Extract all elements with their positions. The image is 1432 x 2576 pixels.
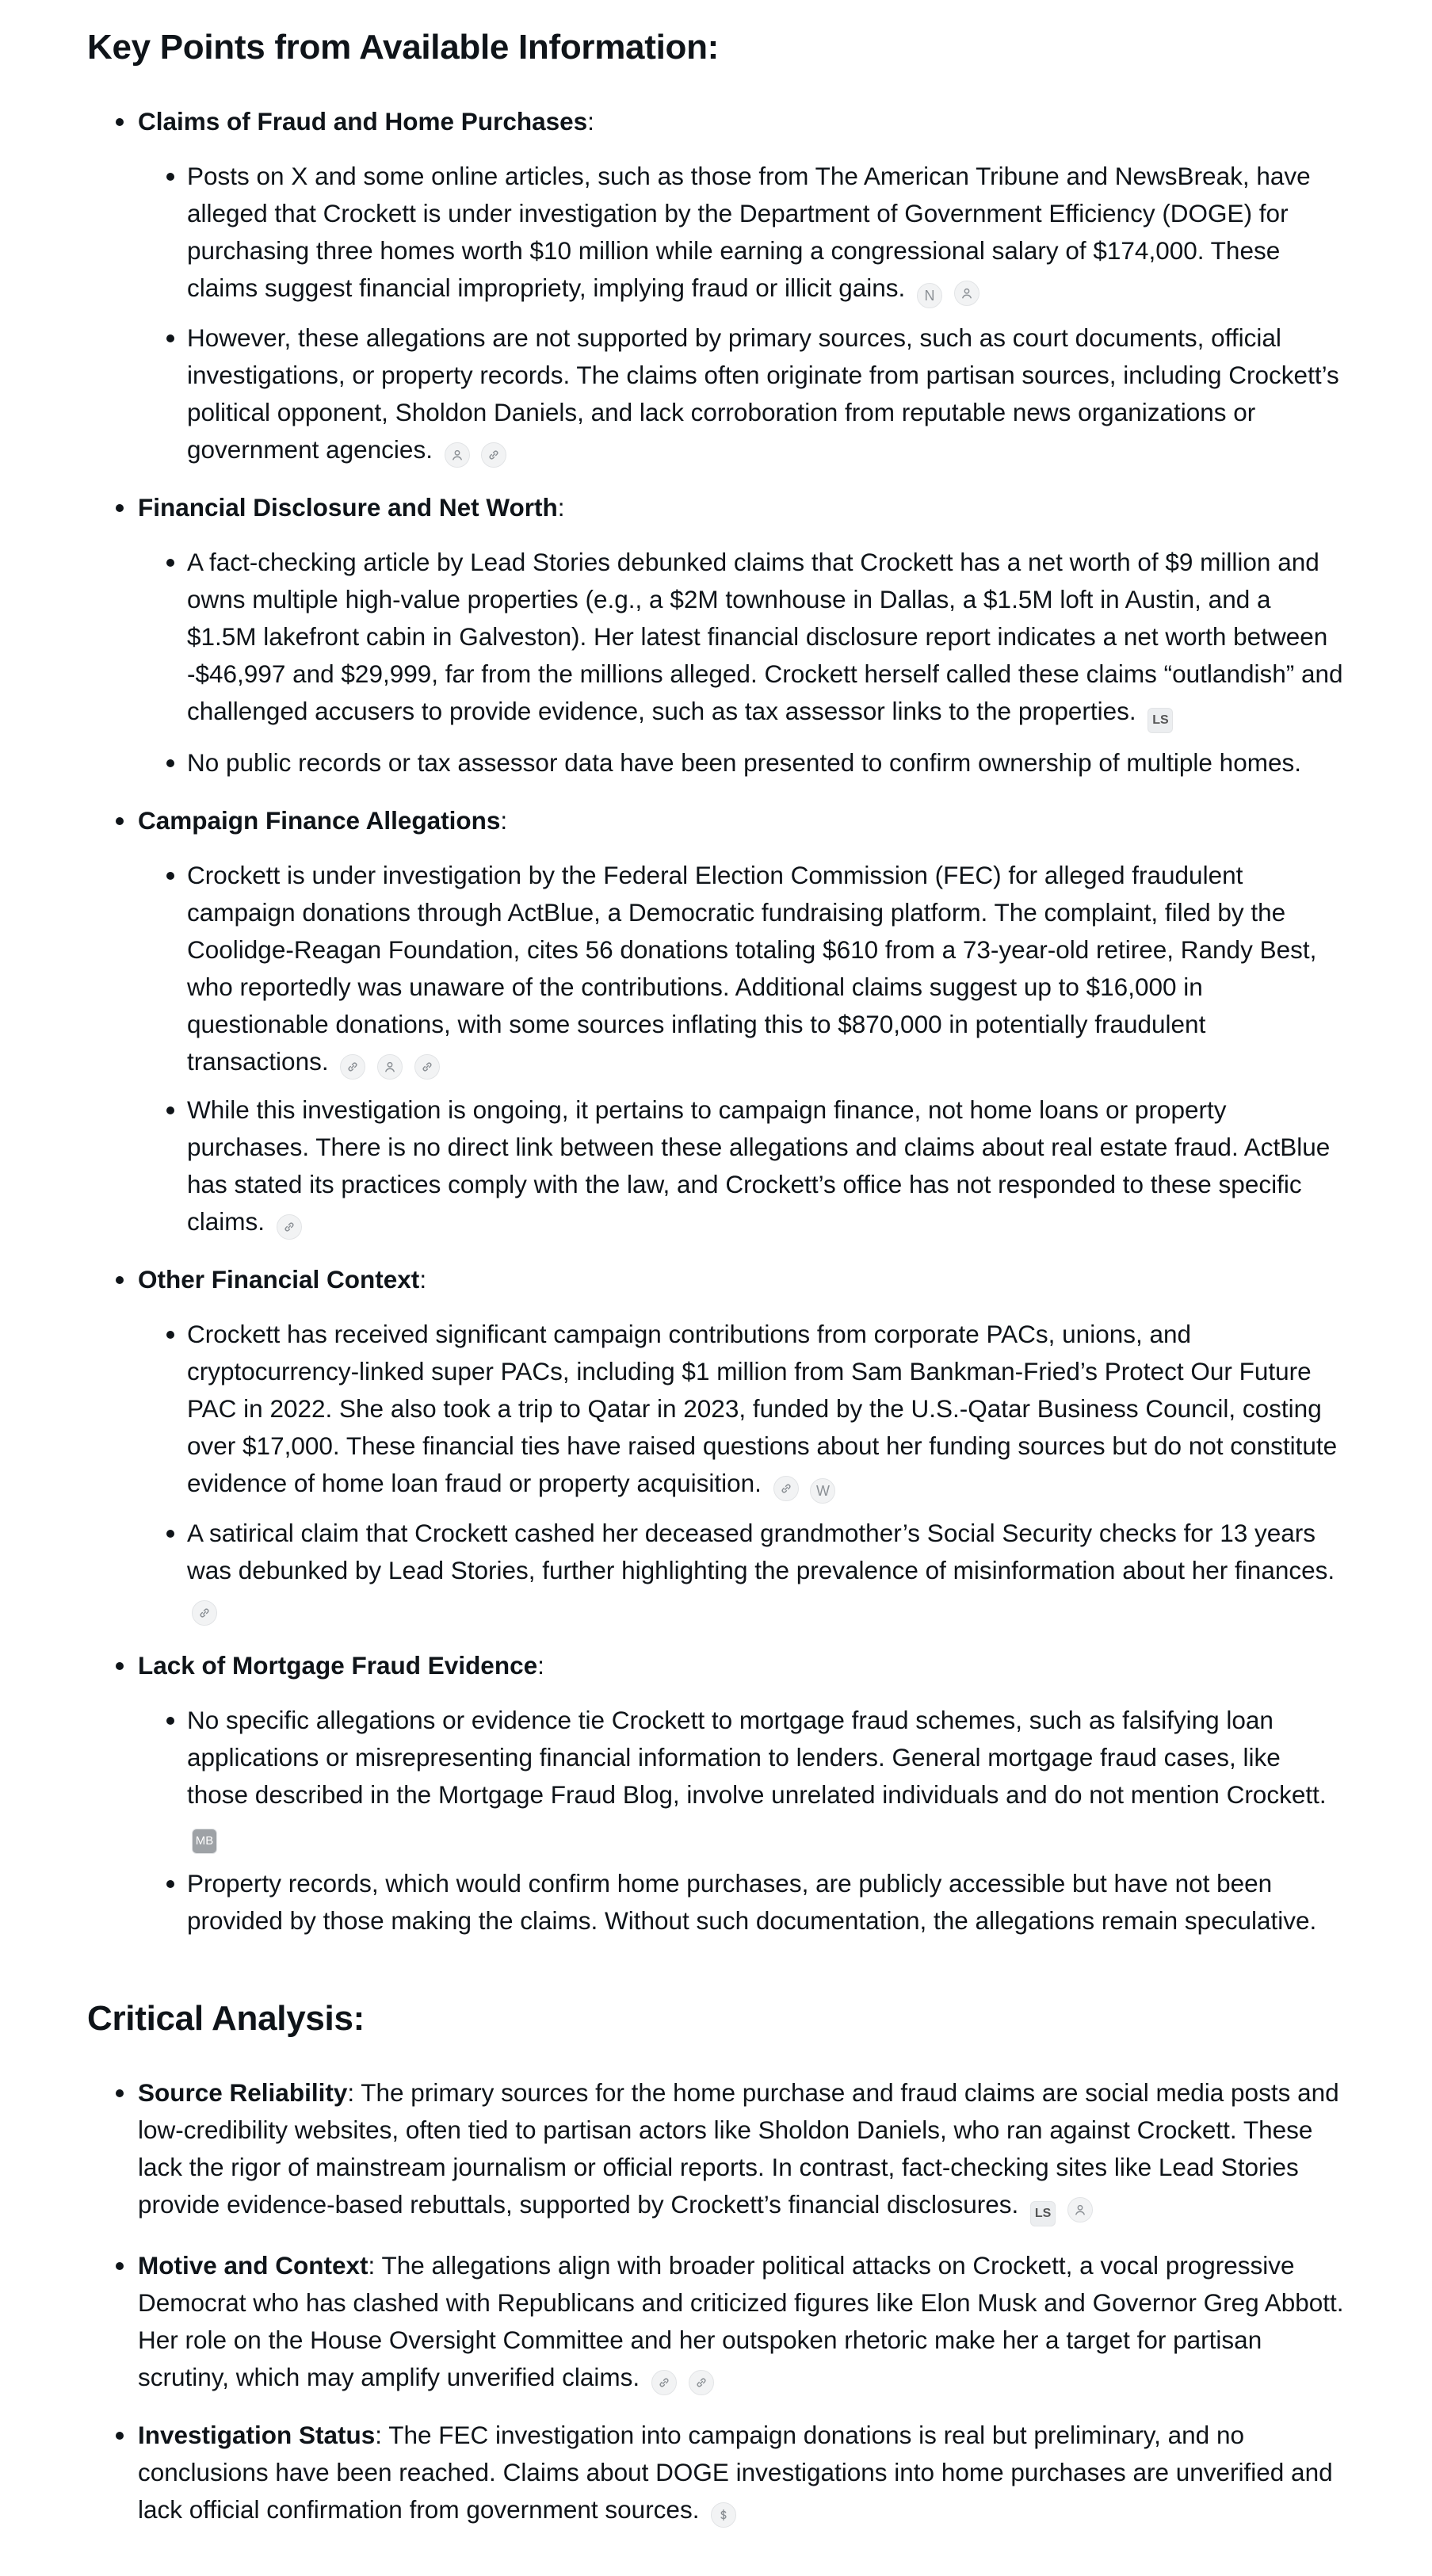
item-label: Motive and Context (138, 2250, 369, 2280)
citation-group (1025, 2190, 1093, 2219)
citation-group (335, 1047, 440, 1076)
list-item: No public records or tax assessor data have been presented to confirm ownership of multiple homes. (138, 744, 1345, 782)
citation-group (187, 1593, 217, 1622)
section-heading-critical-analysis: Critical Analysis: (87, 1998, 365, 2038)
sub-list (138, 544, 1345, 782)
x-post-icon[interactable] (445, 442, 470, 468)
lead-stories-icon[interactable]: LS (1030, 2201, 1056, 2226)
dollar-source-icon[interactable] (711, 2502, 736, 2528)
sub-list (138, 158, 1345, 468)
item-label: Lack of Mortgage Fraud Evidence (138, 1651, 538, 1680)
list-item: Financial Disclosure and Net Worth: A fact-checking article by Lead Stories debunked claims that Crockett has a net worth of $9 million and owns multiple high-value properties (e.g., a $2M townhouse in Dallas, a $1.5M loft in Austin, and a $1.5M lakefront cabin in Galveston). Her latest financial disclosure report indicates a net worth between -$46,997 and $29,999, far from the millions alleged. Crockett herself called these claims “outlandish” and challenged accusers to provide evidence, such as tax assessor links to the properties. LS No public records or tax assessor data have been presented to confirm ownership of multiple homes. (87, 489, 1345, 782)
key-points-list (87, 103, 1345, 1940)
citation-group (1143, 697, 1173, 725)
citation-group (647, 2363, 714, 2391)
link-icon[interactable] (277, 1214, 302, 1240)
list-item: Lack of Mortgage Fraud Evidence: No specific allegations or evidence tie Crockett to mortgage fraud schemes, such as falsifying loan applications or misrepresenting financial information to lenders. General mortgage fraud cases, like those described in the Mortgage Fraud Blog, involve unrelated individuals and do not mention Crockett. MB Property records, which would confirm home purchases, are publicly accessible but have not been provided by those making the claims. Without such documentation, the allegations remain speculative. (87, 1647, 1345, 1940)
list-item: No specific allegations or evidence tie Crockett to mortgage fraud schemes, such as falsifying loan applications or misrepresenting financial information to lenders. General mortgage fraud cases, like those described in the Mortgage Fraud Blog, involve unrelated individuals and do not mention Crockett. MB (138, 1702, 1345, 1854)
citation-group (440, 435, 507, 464)
list-item: While this investigation is ongoing, it pertains to campaign finance, not home loans or property purchases. There is no direct link between these allegations and claims about real estate fraud. ActBlue has stated its practices comply with the law, and Crockett’s office has not responded to these specific claims. (138, 1091, 1345, 1240)
list-item: Claims of Fraud and Home Purchases: Posts on X and some online articles, such as those from The American Tribune and NewsBreak, have alleged that Crockett is under investigation by the Department of Government Efficiency (DOGE) for purchasing three homes worth $10 million while earning a congressional salary of $174,000. These claims suggest financial impropriety, implying fraud or illicit gains. N However, these allegations are not supported by primary sources, such as court documents, official investigations, or property records. The claims often originate from partisan sources, including Crockett’s political opponent, Sholdon Daniels, and lack corroboration from reputable news organizations or government agencies. (87, 103, 1345, 468)
citation-group (706, 2495, 736, 2524)
item-label: Other Financial Context (138, 1265, 420, 1294)
link-icon[interactable] (414, 1054, 440, 1080)
sub-list (138, 857, 1345, 1240)
list-item: Property records, which would confirm home purchases, are publicly accessible but have not been provided by those making the claims. Without such documentation, the allegations remain speculative. (138, 1865, 1345, 1940)
sub-list (138, 1702, 1345, 1940)
mortgage-fraud-blog-icon[interactable]: MB (192, 1829, 217, 1854)
list-item: Crockett is under investigation by the Federal Election Commission (FEC) for alleged fraudulent campaign donations through ActBlue, a Democratic fundraising platform. The complaint, filed by the Coolidge-Reagan Foundation, cites 56 donations totaling $610 from a 73-year-old retiree, Randy Best, who reportedly was unaware of the contributions. Additional claims suggest up to $16,000 in questionable donations, with some sources inflating this to $870,000 in potentially fraudulent transactions. (138, 857, 1345, 1080)
link-icon[interactable] (340, 1054, 365, 1080)
x-post-icon[interactable] (377, 1054, 403, 1080)
news-source-icon[interactable]: N (917, 283, 942, 308)
x-post-icon[interactable] (954, 281, 979, 306)
lead-stories-icon[interactable]: LS (1148, 708, 1173, 733)
list-item: Other Financial Context: Crockett has received significant campaign contributions from corporate PACs, unions, and cryptocurrency-linked super PACs, including $1 million from Sam Bankman-Fried’s Protect Our Future PAC in 2022. She also took a trip to Qatar in 2023, funded by the U.S.-Qatar Business Council, costing over $17,000. These financial ties have raised questions about her funding sources but do not constitute evidence of home loan fraud or property acquisition. W A satirical claim that Crockett cashed her deceased grandmother’s Social Security checks for 13 years was debunked by Lead Stories, further highlighting the prevalence of misinformation about her finances. (87, 1261, 1345, 1626)
item-label: Claims of Fraud and Home Purchases (138, 107, 588, 136)
link-icon[interactable] (651, 2370, 677, 2395)
list-item: However, these allegations are not supported by primary sources, such as court documents, official investigations, or property records. The claims often originate from partisan sources, including Crockett’s political opponent, Sholdon Daniels, and lack corroboration from reputable news organizations or government agencies. (138, 319, 1345, 468)
list-item: Campaign Finance Allegations: Crockett is under investigation by the Federal Election Commission (FEC) for alleged fraudulent campaign donations through ActBlue, a Democratic fundraising platform. The complaint, filed by the Coolidge-Reagan Foundation, cites 56 donations totaling $610 from a 73-year-old retiree, Randy Best, who reportedly was unaware of the contributions. Additional claims suggest up to $16,000 in questionable donations, with some sources inflating this to $870,000 in potentially fraudulent transactions. While this investigation is ongoing, it pertains to campaign finance, not home loans or property purchases. There is no direct link between these allegations and claims about real estate fraud. ActBlue has stated its practices comply with the law, and Crockett’s office has not responded to these specific claims. (87, 802, 1345, 1240)
list-item: A fact-checking article by Lead Stories debunked claims that Crockett has a net worth of $9 million and owns multiple high-value properties (e.g., a $2M townhouse in Dallas, a $1.5M loft in Austin, and a $1.5M lakefront cabin in Galveston). Her latest financial disclosure report indicates a net worth between -$46,997 and $29,999, far from the millions alleged. Crockett herself called these claims “outlandish” and challenged accusers to provide evidence, such as tax assessor links to the properties. LS (138, 544, 1345, 733)
list-item: Investigation Status: The FEC investigation into campaign donations is real but preliminary, and no conclusions have been reached. Claims about DOGE investigations into home purchases are unverified and lack official confirmation from government sources. (87, 2417, 1345, 2528)
link-icon[interactable] (689, 2370, 714, 2395)
list-item: Source Reliability: The primary sources for the home purchase and fraud claims are social media posts and low-credibility websites, often tied to partisan actors like Sholdon Daniels, who ran against Crockett. These lack the rigor of mainstream journalism or official reports. In contrast, fact-checking sites like Lead Stories provide evidence-based rebuttals, supported by Crockett’s financial disclosures. LS (87, 2074, 1345, 2226)
item-label: Investigation Status (138, 2420, 376, 2449)
item-label: Financial Disclosure and Net Worth (138, 493, 558, 522)
section-heading-key-points: Key Points from Available Information: (87, 28, 720, 67)
link-icon[interactable] (773, 1476, 799, 1501)
list-item: A satirical claim that Crockett cashed her deceased grandmother’s Social Security checks for 13 years was debunked by Lead Stories, further highlighting the prevalence of misinformation about her finances. (138, 1515, 1345, 1626)
critical-analysis-list (87, 2074, 1345, 2528)
link-icon[interactable] (481, 442, 506, 468)
list-item: Posts on X and some online articles, such as those from The American Tribune and NewsBreak, have alleged that Crockett is under investigation by the Department of Government Efficiency (DOGE) for purchasing three homes worth $10 million while earning a congressional salary of $174,000. These claims suggest financial impropriety, implying fraud or illicit gains. N (138, 158, 1345, 308)
item-label: Source Reliability (138, 2077, 348, 2107)
citation-group (187, 1817, 217, 1846)
citation-group (769, 1469, 836, 1497)
citation-group (272, 1207, 302, 1236)
wikipedia-icon[interactable]: W (810, 1478, 835, 1504)
x-post-icon[interactable] (1067, 2197, 1093, 2222)
item-label: Campaign Finance Allegations (138, 806, 501, 835)
link-icon[interactable] (192, 1600, 217, 1626)
list-item: Motive and Context: The allegations align with broader political attacks on Crockett, a vocal progressive Democrat who has clashed with Republicans and criticized figures like Elon Musk and Governor Greg Abbott. Her role on the House Oversight Committee and her outspoken rhetoric make her a target for partisan scrutiny, which may amplify unverified claims. (87, 2247, 1345, 2396)
list-item: Crockett has received significant campaign contributions from corporate PACs, unions, and cryptocurrency-linked super PACs, including $1 million from Sam Bankman-Fried’s Protect Our Future PAC in 2022. She also took a trip to Qatar in 2023, funded by the U.S.-Qatar Business Council, costing over $17,000. These financial ties have raised questions about her funding sources but do not constitute evidence of home loan fraud or property acquisition. W (138, 1316, 1345, 1504)
citation-group (912, 273, 979, 302)
sub-list (138, 1316, 1345, 1626)
